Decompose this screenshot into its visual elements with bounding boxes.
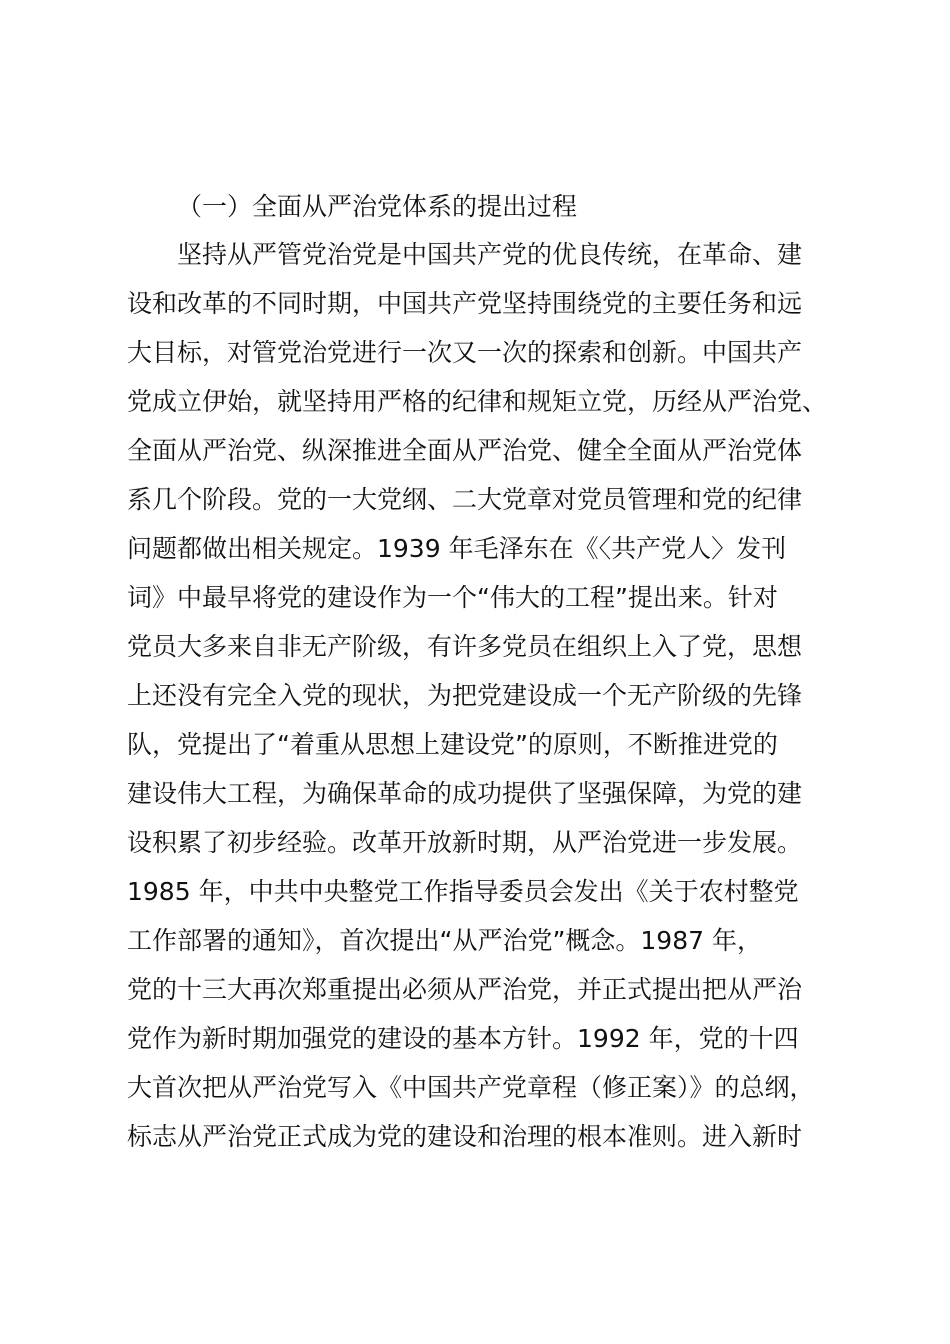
body-line: 建设伟大工程，为确保革命的成功提供了坚强保障，为党的建: [127, 779, 803, 808]
body-line: 大首次把从严治党写入《中国共产党章程（修正案）》的总纲，: [127, 1073, 815, 1102]
body-line: 设积累了初步经验。改革开放新时期，从严治党进一步发展。: [127, 828, 803, 857]
body-line: 党的十三大再次郑重提出必须从严治党，并正式提出把从严治: [127, 975, 803, 1004]
body-line: 词》中最早将党的建设作为一个“伟大的工程”提出来。针对: [127, 583, 778, 612]
body-line: 工作部署的通知》，首次提出“从严治党”概念。1987 年，: [127, 926, 762, 955]
body-line: 系几个阶段。党的一大党纲、二大党章对党员管理和党的纪律: [127, 485, 803, 514]
body-line: 全面从严治党、纵深推进全面从严治党、健全全面从严治党体: [127, 436, 803, 465]
body-line: 大目标，对管党治党进行一次又一次的探索和创新。中国共产: [127, 338, 803, 367]
body-line: 1985 年，中共中央整党工作指导委员会发出《关于农村整党: [127, 877, 799, 906]
body-line: 队，党提出了“着重从思想上建设党”的原则，不断推进党的: [127, 730, 778, 759]
body-line: 问题都做出相关规定。1939 年毛泽东在《〈共产党人〉发刊: [127, 534, 787, 563]
body-line: 党作为新时期加强党的建设的基本方针。1992 年，党的十四: [127, 1024, 799, 1053]
body-line: 标志从严治党正式成为党的建设和治理的根本准则。进入新时: [127, 1122, 803, 1151]
body-line: 党员大多来自非无产阶级，有许多党员在组织上入了党，思想: [127, 632, 803, 661]
body-line: 设和改革的不同时期，中国共产党坚持围绕党的主要任务和远: [127, 289, 803, 318]
body-line: 党成立伊始，就坚持用严格的纪律和规矩立党，历经从严治党、: [127, 387, 828, 416]
section-heading: （一）全面从严治党体系的提出过程: [177, 192, 578, 221]
body-line: 坚持从严管党治党是中国共产党的优良传统，在革命、建: [177, 240, 803, 269]
body-line: 上还没有完全入党的现状，为把党建设成一个无产阶级的先锋: [127, 681, 803, 710]
